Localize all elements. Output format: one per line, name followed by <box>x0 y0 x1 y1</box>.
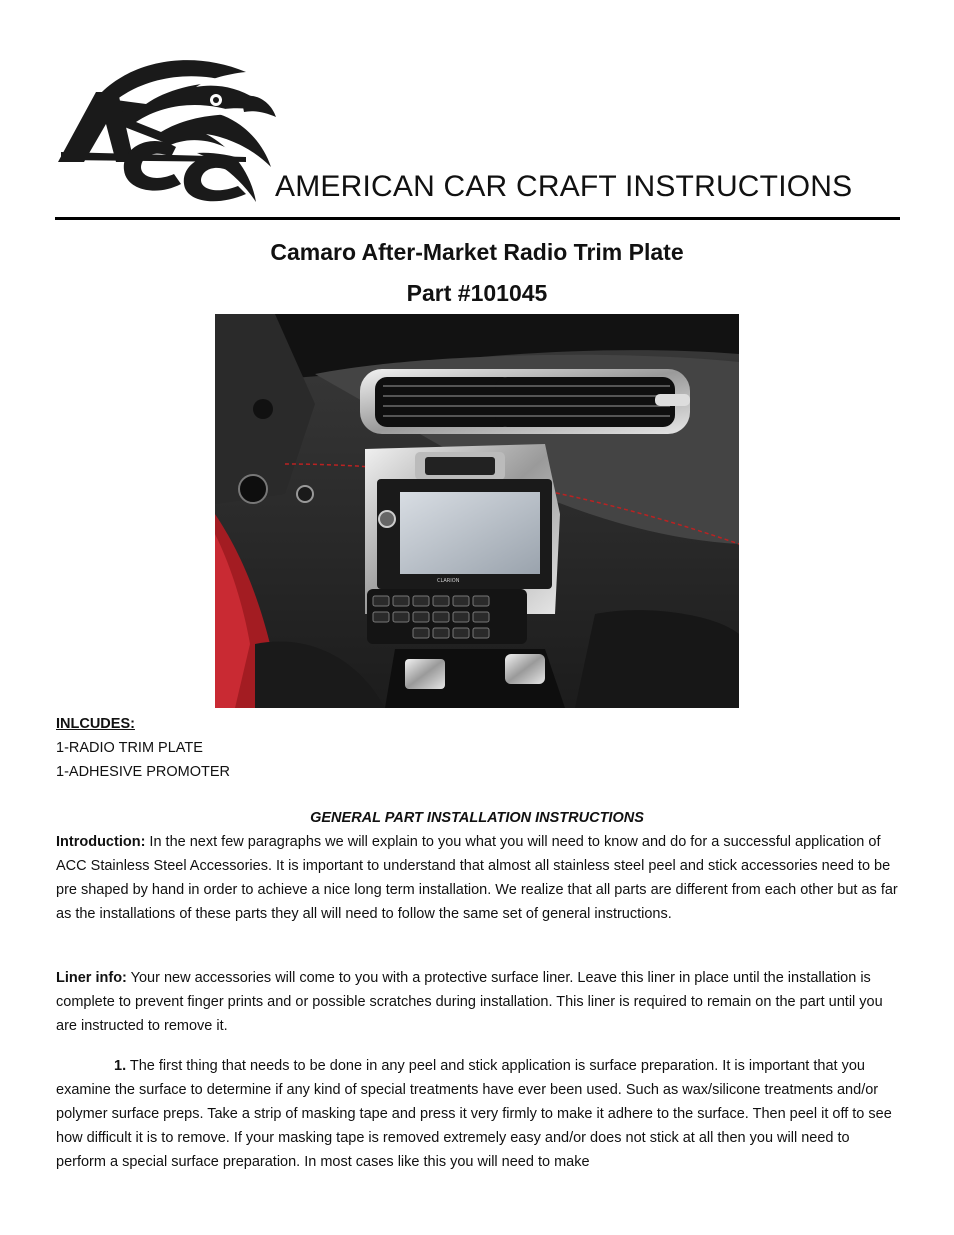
step-1-label: 1. <box>114 1058 127 1074</box>
liner-info-text: Your new accessories will come to you with a protective surface liner. Leave this liner in place until the installation is complete to prevent finger prints and or possible scratches during installation. This liner is required to remain on the part until you are instructed to remove it. <box>56 970 883 1034</box>
step-1-paragraph <box>56 1054 901 1174</box>
document-title: Camaro After-Market Radio Trim Plate <box>270 239 684 265</box>
includes-section <box>56 712 230 784</box>
part-number: Part #101045 <box>406 280 548 306</box>
liner-info-label: Liner info: <box>56 970 127 986</box>
introduction-paragraph <box>56 830 901 926</box>
liner-info-paragraph <box>56 966 901 1038</box>
acc-eagle-logo <box>56 52 278 204</box>
introduction-text: In the next few paragraphs we will explain to you what you will need to know and do for a successful application of ACC Stainless Steel Accessories. It is important to understand that almost all stainless steel peel and stick accessories need to be pre shaped by hand in order to achieve a nice long term installation. We realize that all parts are different from each other but as far as the installations of these parts they all will need to follow the same set of general instructions. <box>56 834 898 922</box>
includes-item: 1-ADHESIVE PROMOTER <box>56 764 231 780</box>
includes-item: 1-RADIO TRIM PLATE <box>56 740 203 756</box>
includes-heading: INLCUDES: <box>56 716 135 732</box>
product-photo <box>215 314 739 708</box>
header-title: AMERICAN CAR CRAFT INSTRUCTIONS <box>275 170 853 203</box>
introduction-label: Introduction: <box>56 834 146 850</box>
instructions-heading: GENERAL PART INSTALLATION INSTRUCTIONS <box>310 810 644 826</box>
step-1-text: The first thing that needs to be done in any peel and stick application is surface preparation. It is important that you examine the surface to determine if any kind of special treatments have ever been used. Such as wax/silicone treatments and/or polymer surface preps. Take a strip of masking tape and press it very firmly to make it adhere to the surface. Then peel it off to see how difficult it is to remove. If your masking tape is removed extremely easy and/or does not stick at all then you will need to perform a special surface preparation. In most cases like this you will need to make <box>56 1058 892 1170</box>
header-divider <box>55 217 900 220</box>
svg-text:CLARION: CLARION <box>437 578 460 584</box>
